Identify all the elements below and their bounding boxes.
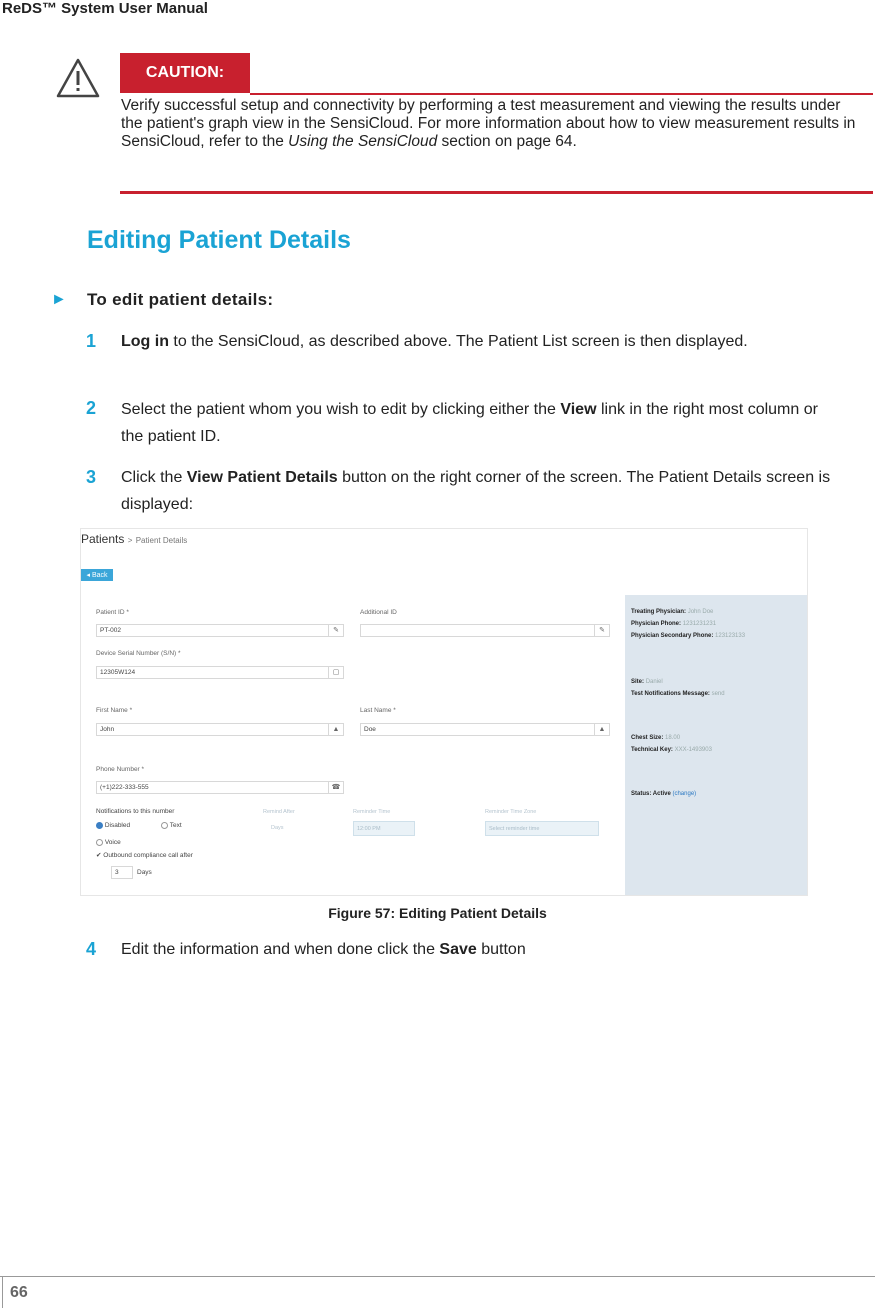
fig-phys-phone-line: [631, 621, 716, 627]
step-text-before: Click the: [121, 469, 187, 486]
caution-text-reference: Using the SensiCloud: [288, 133, 438, 150]
step-text-after: button on the right corner of the screen. The Patient Details screen is displayed:: [121, 469, 831, 513]
fig-breadcrumb: [81, 532, 187, 546]
caution-rule-bottom: [120, 191, 873, 194]
fig-site-value: Daniel: [645, 679, 663, 685]
caution-text: [121, 97, 861, 151]
fig-notifications-label: Notifications to this number: [96, 808, 175, 815]
fig-status-change-link[interactable]: (change): [672, 791, 697, 797]
warning-triangle-icon: [56, 58, 100, 98]
fig-radio-disabled[interactable]: [96, 822, 130, 829]
fig-site-line: [631, 679, 663, 685]
fig-notif-msg-line: [631, 691, 725, 697]
fig-days-label: Days: [137, 869, 152, 876]
phone-icon: ☎: [328, 782, 343, 793]
page-number: 66: [10, 1284, 28, 1301]
step-text-after: link in the right most column or the patient ID.: [121, 401, 818, 445]
fig-tech-key-label: Technical Key:: [631, 747, 673, 753]
fig-radio-voice-label: Voice: [104, 839, 121, 847]
fig-first-name-input[interactable]: [96, 723, 344, 736]
fig-radio-text[interactable]: [161, 822, 182, 829]
fig-phone-value: (+1)222-333-555: [100, 784, 149, 791]
fig-first-name-label: First Name *: [96, 707, 133, 714]
fig-crumb-patients[interactable]: Patients: [81, 532, 125, 546]
fig-status-line: [631, 791, 696, 797]
fig-outbound-checkbox[interactable]: [96, 851, 193, 859]
radio-icon: [96, 839, 103, 846]
fig-radio-voice[interactable]: [96, 839, 121, 846]
fig-patient-id-value: PT-002: [100, 627, 121, 634]
fig-reminder-time-label: Reminder Time: [353, 809, 391, 815]
fig-radio-disabled-label: Disabled: [104, 822, 131, 830]
fig-serial-label: Device Serial Number (S/N) *: [96, 650, 181, 657]
fig-last-name-input[interactable]: [360, 723, 610, 736]
fig-phys-sec-value: 123123133: [715, 633, 746, 639]
fig-days-value: 3: [115, 869, 119, 876]
fig-site-label: Site:: [631, 679, 645, 685]
fig-radio-text-label: Text: [169, 822, 182, 830]
fig-treating-line: [631, 609, 713, 615]
fig-treating-label: Treating Physician:: [631, 609, 687, 615]
step-bold: Log in: [121, 333, 169, 350]
fig-days-input[interactable]: [111, 866, 133, 879]
fig-remind-value: Days: [271, 825, 284, 831]
fig-crumb-separator: >: [127, 536, 133, 545]
fig-status-label: Status: Active: [631, 791, 671, 797]
step-text: [121, 396, 841, 450]
fig-notif-msg-value: send: [711, 691, 725, 697]
fig-reminder-zone-label: Reminder Time Zone: [485, 809, 537, 815]
step-bold: Save: [439, 941, 477, 958]
radio-icon: [161, 822, 168, 829]
fig-patient-id-input[interactable]: [96, 624, 344, 637]
fig-chest-line: [631, 735, 680, 741]
fig-patient-id-label: Patient ID *: [96, 609, 129, 616]
radio-selected-icon: [96, 822, 103, 829]
figure-caption: Figure 57: Editing Patient Details: [328, 905, 547, 921]
step-text-body: to the SensiCloud, as described above. The Patient List screen is then displayed.: [168, 333, 748, 350]
fig-serial-value: 12305W124: [100, 669, 136, 676]
fig-last-name-value: Doe: [364, 726, 376, 733]
fig-reminder-time-input[interactable]: 12:00 PM: [353, 821, 415, 836]
fig-serial-input[interactable]: [96, 666, 344, 679]
fig-tech-key-value: XXX-1493903: [674, 747, 712, 753]
user-icon: ▲: [328, 724, 343, 735]
section-title: Editing Patient Details: [87, 226, 351, 254]
fig-last-name-label: Last Name *: [360, 707, 396, 714]
fig-phys-phone-value: 1231231231: [682, 621, 717, 627]
key-icon: ✎: [594, 625, 609, 636]
fig-outbound-label: Outbound compliance call after: [103, 852, 193, 859]
step-text-before: Select the patient whom you wish to edit by clicking either the: [121, 401, 561, 418]
user-icon: ▲: [594, 724, 609, 735]
fig-back-button[interactable]: ◂ Back: [81, 569, 113, 581]
device-icon: ▢: [328, 667, 343, 678]
fig-crumb-patient-details: Patient Details: [135, 536, 188, 545]
fig-phone-label: Phone Number *: [96, 766, 145, 773]
step-text: [121, 464, 841, 518]
step-text-after: button: [476, 941, 526, 958]
figure-screenshot: [80, 528, 808, 896]
step-number: 4: [86, 939, 97, 959]
fig-phys-phone-label: Physician Phone:: [631, 621, 682, 627]
caution-text-before: Verify successful setup and connectivity by performing a test measurement and viewing the results under the patient's graph view in the SensiCloud. For more information about how to view measurement results in SensiCloud, refer to the: [121, 97, 856, 150]
step-bold: View: [560, 401, 597, 418]
fig-info-panel: [625, 595, 807, 895]
step-text-before: Edit the information and when done click the: [121, 941, 440, 958]
fig-notif-msg-label: Test Notifications Message:: [631, 691, 710, 697]
key-icon: ✎: [328, 625, 343, 636]
fig-tech-key-line: [631, 747, 712, 753]
fig-chest-value: 18.00: [665, 735, 681, 741]
fig-chest-label: Chest Size:: [631, 735, 664, 741]
procedure-title: To edit patient details:: [87, 290, 274, 309]
step-number: 3: [86, 467, 97, 487]
fig-phys-sec-label: Physician Secondary Phone:: [631, 633, 714, 639]
fig-additional-id-label: Additional ID: [360, 609, 397, 616]
checkmark-icon: ✔: [96, 852, 102, 859]
header-title: ReDS™ System User Manual: [2, 0, 208, 17]
fig-phys-sec-line: [631, 633, 745, 639]
fig-additional-id-input[interactable]: [360, 624, 610, 637]
step-text: [121, 328, 841, 355]
caution-rule-top: [250, 93, 873, 95]
caution-text-after: section on page 64.: [437, 133, 577, 150]
fig-remind-label: Remind After: [263, 809, 295, 815]
footer-rule: [0, 1276, 875, 1277]
fig-treating-value: John Doe: [687, 609, 714, 615]
step-text: [121, 936, 841, 963]
fig-phone-input[interactable]: [96, 781, 344, 794]
step-number: 2: [86, 398, 97, 418]
step-number: 1: [86, 331, 97, 351]
footer-separator: [2, 1276, 3, 1308]
fig-reminder-zone-input[interactable]: Select reminder time: [485, 821, 599, 836]
procedure-arrow-icon: ►: [51, 291, 67, 308]
step-bold: View Patient Details: [186, 469, 338, 486]
fig-first-name-value: John: [100, 726, 115, 733]
caution-badge: CAUTION:: [120, 53, 250, 93]
